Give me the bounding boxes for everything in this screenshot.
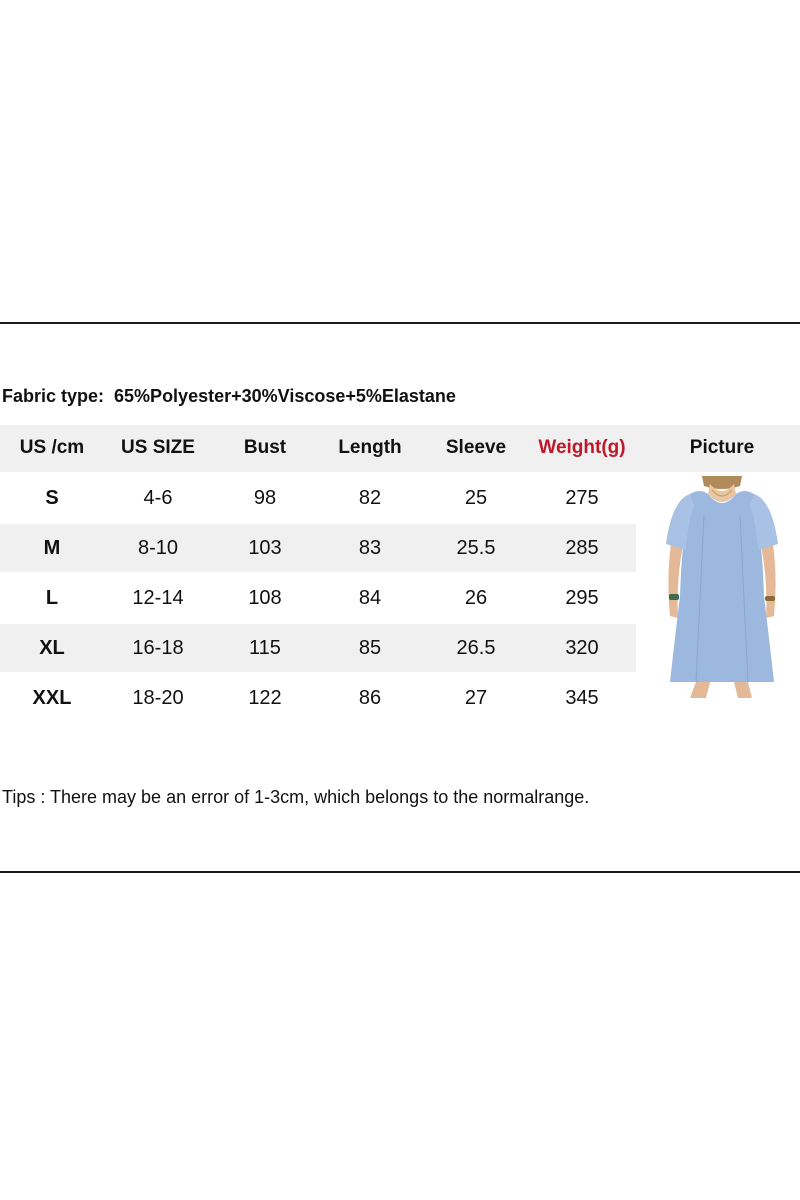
- length-cell: 84: [358, 587, 382, 609]
- bust-cell: 98: [253, 487, 277, 509]
- top-divider: [0, 322, 800, 324]
- weight-cell: 320: [565, 637, 599, 659]
- length-cell: 83: [358, 537, 382, 559]
- fabric-type-label: Fabric type:: [2, 386, 105, 406]
- header-length: Length: [338, 437, 402, 458]
- header-weight: Weight(g): [538, 437, 626, 458]
- us-size-cell: 12-14: [132, 587, 184, 609]
- bust-cell: 115: [249, 637, 281, 659]
- weight-cell: 275: [565, 487, 599, 509]
- us-size-cell: 16-18: [132, 637, 184, 659]
- weight-cell: 285: [565, 537, 599, 559]
- sleeve-cell: 26.5: [456, 637, 496, 659]
- bust-cell: 108: [248, 587, 282, 609]
- header-us-cm: US /cm: [19, 437, 85, 458]
- size-label: XXL: [32, 687, 72, 709]
- size-label: L: [45, 587, 59, 609]
- weight-cell: 345: [565, 687, 599, 709]
- size-label: S: [45, 487, 59, 509]
- weight-cell: 295: [565, 587, 599, 609]
- header-bust: Bust: [243, 437, 287, 458]
- fabric-type-line: [2, 386, 456, 407]
- length-cell: 86: [358, 687, 382, 709]
- header-us-size: US SIZE: [121, 437, 195, 458]
- header-sleeve: Sleeve: [445, 437, 507, 458]
- sleeve-cell: 27: [464, 687, 488, 709]
- dress-photo-icon: [660, 476, 784, 698]
- size-label: M: [43, 537, 61, 559]
- bust-cell: 103: [248, 537, 282, 559]
- us-size-cell: 8-10: [137, 537, 179, 559]
- sleeve-cell: 26: [464, 587, 488, 609]
- bust-cell: 122: [248, 687, 282, 709]
- tips-note: Tips : There may be an error of 1-3cm, which belongs to the normalrange.: [2, 787, 590, 807]
- sleeve-cell: 25.5: [456, 537, 496, 559]
- length-cell: 85: [358, 637, 382, 659]
- header-picture: Picture: [689, 437, 755, 458]
- size-label: XL: [39, 637, 65, 659]
- sleeve-cell: 25: [464, 487, 488, 509]
- fabric-type-value: 65%Polyester+30%Viscose+5%Elastane: [114, 386, 456, 406]
- us-size-cell: 4-6: [143, 487, 173, 509]
- length-cell: 82: [358, 487, 382, 509]
- bottom-divider: [0, 871, 800, 873]
- us-size-cell: 18-20: [132, 687, 184, 709]
